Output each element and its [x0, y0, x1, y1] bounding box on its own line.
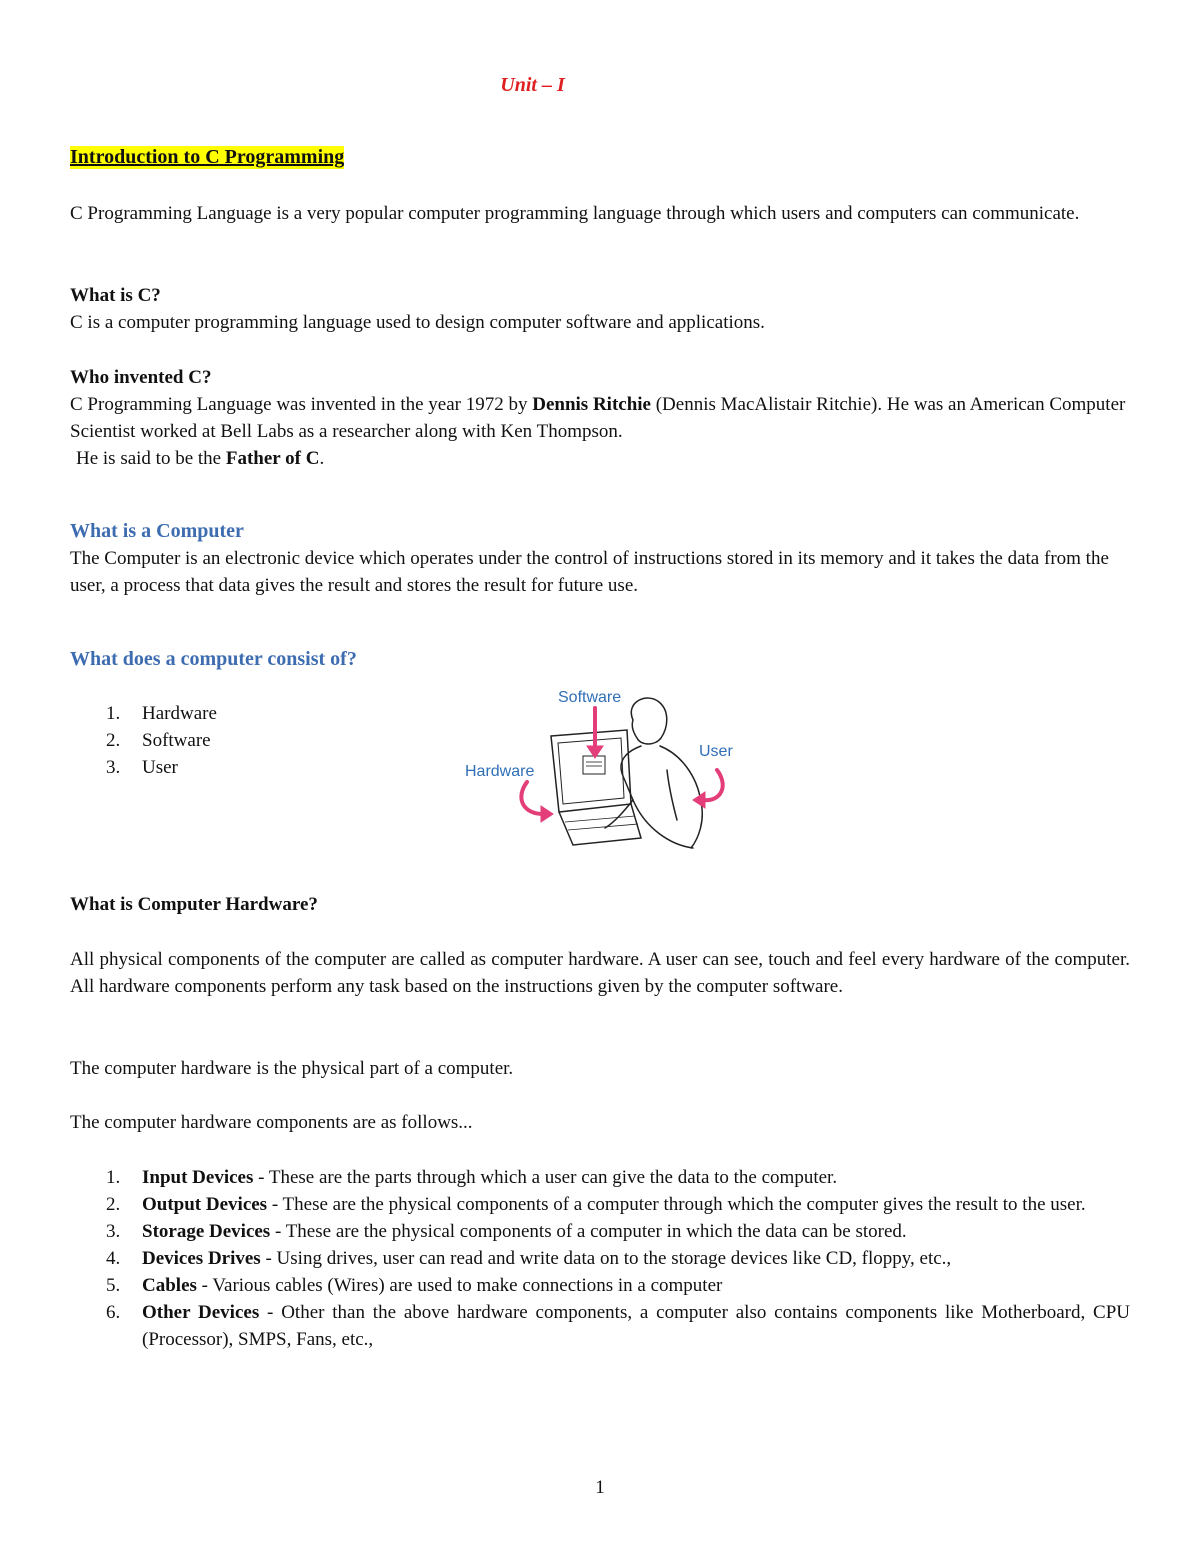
component-desc: - These are the physical components of a computer in which the data can be stored.: [270, 1221, 907, 1242]
list-number: 3.: [106, 1221, 121, 1242]
list-label: Hardware: [142, 703, 217, 724]
page-number: 1: [595, 1477, 605, 1498]
father-text-2: .: [319, 448, 325, 469]
component-desc: - Other than the above hardware components, a computer also contains components like Motherboard, CPU (Processor), SMPS, Fans, etc.,: [142, 1302, 1130, 1350]
user-label: User: [699, 743, 733, 760]
what-is-c-heading: What is C?: [70, 285, 161, 306]
unit-heading: Unit – I: [500, 74, 565, 96]
hardware-components-list: [70, 1164, 1130, 1353]
computer-paragraph: The Computer is an electronic device which operates under the control of instructions stored in its memory and it takes the data from the user, a process that data gives the result and stores the result for future use.: [70, 548, 1109, 596]
component-name: Devices Drives: [142, 1248, 261, 1269]
list-number: 5.: [106, 1275, 121, 1296]
component-name: Output Devices: [142, 1194, 268, 1215]
who-invented-heading: Who invented C?: [70, 367, 212, 388]
component-name: Storage Devices: [142, 1221, 271, 1242]
hardware-heading: What is Computer Hardware?: [70, 894, 318, 915]
component-name: Cables: [142, 1275, 197, 1296]
intro-title: Introduction to C Programming: [70, 146, 345, 168]
component-name: Other Devices: [142, 1302, 260, 1323]
inventor-name: Dennis Ritchie: [532, 394, 651, 415]
hardware-paragraph-3: The computer hardware components are as follows...: [70, 1112, 473, 1133]
list-label: Software: [142, 730, 211, 751]
list-number: 4.: [106, 1248, 121, 1269]
computer-heading: What is a Computer: [70, 520, 244, 542]
component-desc: - These are the parts through which a user can give the data to the computer.: [253, 1167, 838, 1188]
list-item: [70, 1164, 1130, 1191]
component-desc: - These are the physical components of a computer through which the computer gives the result to the user.: [267, 1194, 1086, 1215]
list-item: [70, 1191, 1130, 1218]
father-text-1: He is said to be the: [76, 448, 226, 469]
list-number: 2.: [106, 730, 121, 751]
consist-heading: What does a computer consist of?: [70, 648, 357, 670]
list-item: [70, 1218, 1130, 1245]
component-desc: - Various cables (Wires) are used to make connections in a computer: [196, 1275, 723, 1296]
computer-user-illustration: [455, 680, 750, 865]
list-item: [70, 1299, 1130, 1353]
father-of-c-line: [76, 445, 1136, 472]
list-number: 6.: [106, 1302, 121, 1323]
list-number: 2.: [106, 1194, 121, 1215]
father-of-c: Father of C: [225, 448, 320, 469]
hardware-label: Hardware: [465, 763, 535, 780]
list-item: [70, 754, 450, 781]
component-name: Input Devices: [142, 1167, 254, 1188]
who-invented-paragraph: [70, 391, 1130, 445]
list-item: [70, 1272, 1130, 1299]
list-label: User: [142, 757, 178, 778]
list-item: [70, 727, 450, 754]
what-is-c-paragraph: C is a computer programming language used to design computer software and applications.: [70, 312, 765, 333]
list-number: 3.: [106, 757, 121, 778]
software-label: Software: [558, 689, 622, 706]
hardware-paragraph-1: All physical components of the computer are called as computer hardware. A user can see, touch and feel every hardware of the computer. All hardware components perform any task based on the instructions given by the computer software.: [70, 949, 1130, 997]
list-item: [70, 700, 450, 727]
who-invented-text-2: (Dennis MacAlistair Ritchie). He was an American Computer Scientist worked at Bell Labs as a researcher along with Ken Thompson.: [70, 394, 1126, 442]
who-invented-text-1: C Programming Language was invented in the year 1972 by: [70, 394, 533, 415]
component-desc: - Using drives, user can read and write data on to the storage devices like CD, floppy, etc.,: [260, 1248, 952, 1269]
hardware-paragraph-2: The computer hardware is the physical part of a computer.: [70, 1058, 514, 1079]
list-number: 1.: [106, 703, 121, 724]
list-number: 1.: [106, 1167, 121, 1188]
consist-list: [70, 700, 450, 781]
intro-paragraph: C Programming Language is a very popular computer programming language through which users and computers can communicate.: [70, 203, 1080, 224]
list-item: [70, 1245, 1130, 1272]
